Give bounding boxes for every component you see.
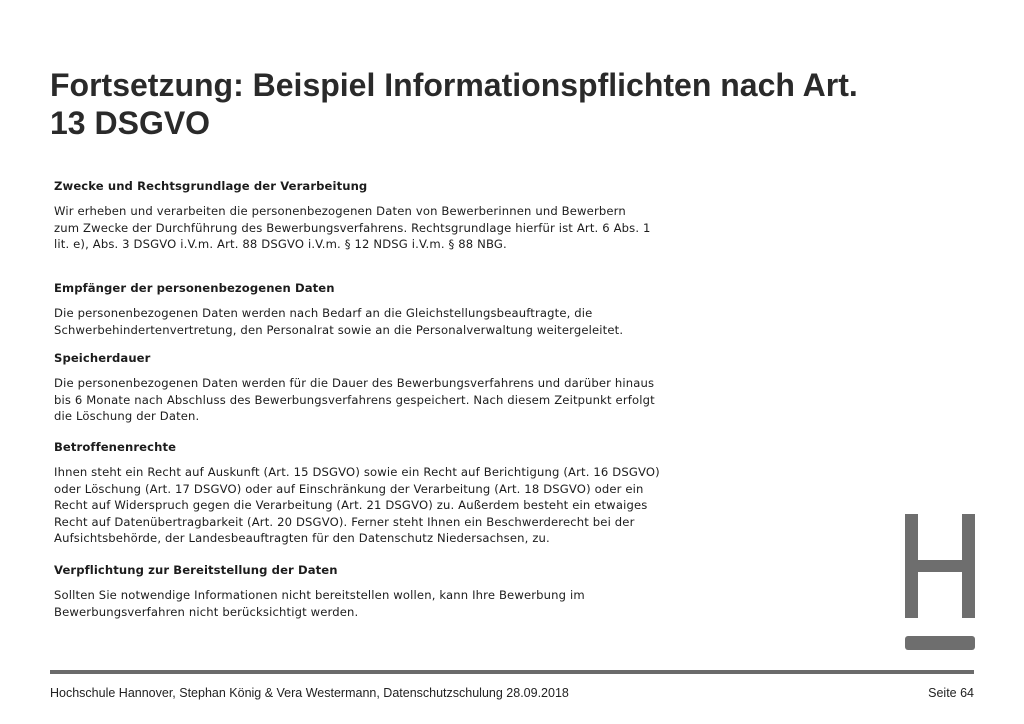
body-line: die Löschung der Daten. bbox=[54, 409, 200, 423]
footer-credits: Hochschule Hannover, Stephan König & Vera Westermann, Datenschutzschulung 28.09.2018 bbox=[50, 686, 569, 700]
slide-title bbox=[50, 66, 990, 142]
section-heading: Speicherdauer bbox=[54, 351, 151, 365]
body-line: zum Zwecke der Durchführung des Bewerbungsverfahrens. Rechtsgrundlage hierfür ist Art. 6 Abs. 1 bbox=[54, 220, 651, 235]
section-heading: Betroffenenrechte bbox=[54, 440, 177, 454]
body-line: Aufsichtsbehörde, der Landesbeauftragten für den Datenschutz Niedersachsen, zu. bbox=[54, 531, 550, 545]
section-body bbox=[54, 203, 754, 253]
body-line: Die personenbezogenen Daten werden für die Dauer des Bewerbungsverfahrens und darüber hinaus bbox=[54, 376, 655, 390]
hochschule-hannover-logo-icon bbox=[905, 514, 975, 652]
section-recipients bbox=[54, 280, 754, 338]
body-line: Sollten Sie notwendige Informationen nicht bereitstellen wollen, kann Ihre Bewerbung im bbox=[54, 588, 585, 602]
body-line: Recht auf Datenübertragbarkeit (Art. 20 DSGVO). Ferner steht Ihnen ein Beschwerderecht bei der bbox=[54, 514, 635, 529]
section-body bbox=[54, 375, 754, 425]
body-line: Bewerbungsverfahren nicht berücksichtigt werden. bbox=[54, 604, 359, 619]
section-obligation bbox=[54, 562, 754, 620]
section-body bbox=[54, 464, 754, 547]
page-number: Seite 64 bbox=[928, 686, 974, 700]
body-line: Die personenbezogenen Daten werden nach Bedarf an die Gleichstellungsbeauftragte, die bbox=[54, 306, 593, 320]
body-line: Ihnen steht ein Recht auf Auskunft (Art. 15 DSGVO) sowie ein Recht auf Berichtigung (Art. 16 DSGVO) bbox=[54, 465, 660, 479]
body-line: Wir erheben und verarbeiten die personenbezogenen Daten von Bewerberinnen und Bewerbern bbox=[54, 204, 626, 218]
slide-title-line-1: Fortsetzung: Beispiel Informationspflichten nach Art. bbox=[50, 67, 858, 103]
body-line: lit. e), Abs. 3 DSGVO i.V.m. Art. 88 DSGVO i.V.m. § 12 NDSG i.V.m. § 88 NBG. bbox=[54, 237, 507, 251]
section-purpose bbox=[54, 178, 754, 253]
body-line: Recht auf Widerspruch gegen die Verarbeitung (Art. 21 DSGVO) zu. Außerdem besteht ein etwaiges bbox=[54, 498, 648, 512]
section-body bbox=[54, 305, 754, 338]
body-line: Schwerbehindertenvertretung, den Personalrat sowie an die Personalverwaltung weitergeleitet. bbox=[54, 322, 624, 337]
body-line: oder Löschung (Art. 17 DSGVO) oder auf Einschränkung der Verarbeitung (Art. 18 DSGVO) oder ein bbox=[54, 481, 644, 496]
section-retention bbox=[54, 350, 754, 425]
section-body bbox=[54, 587, 754, 620]
slide-title-line-2: 13 DSGVO bbox=[50, 105, 211, 141]
section-data-subject-rights bbox=[54, 439, 754, 547]
footer-divider bbox=[50, 670, 974, 674]
body-line: bis 6 Monate nach Abschluss des Bewerbungsverfahrens gespeichert. Nach diesem Zeitpunkt erfolgt bbox=[54, 392, 655, 407]
section-heading: Zwecke und Rechtsgrundlage der Verarbeitung bbox=[54, 179, 368, 193]
section-heading: Empfänger der personenbezogenen Daten bbox=[54, 281, 335, 295]
section-heading: Verpflichtung zur Bereitstellung der Daten bbox=[54, 563, 338, 577]
